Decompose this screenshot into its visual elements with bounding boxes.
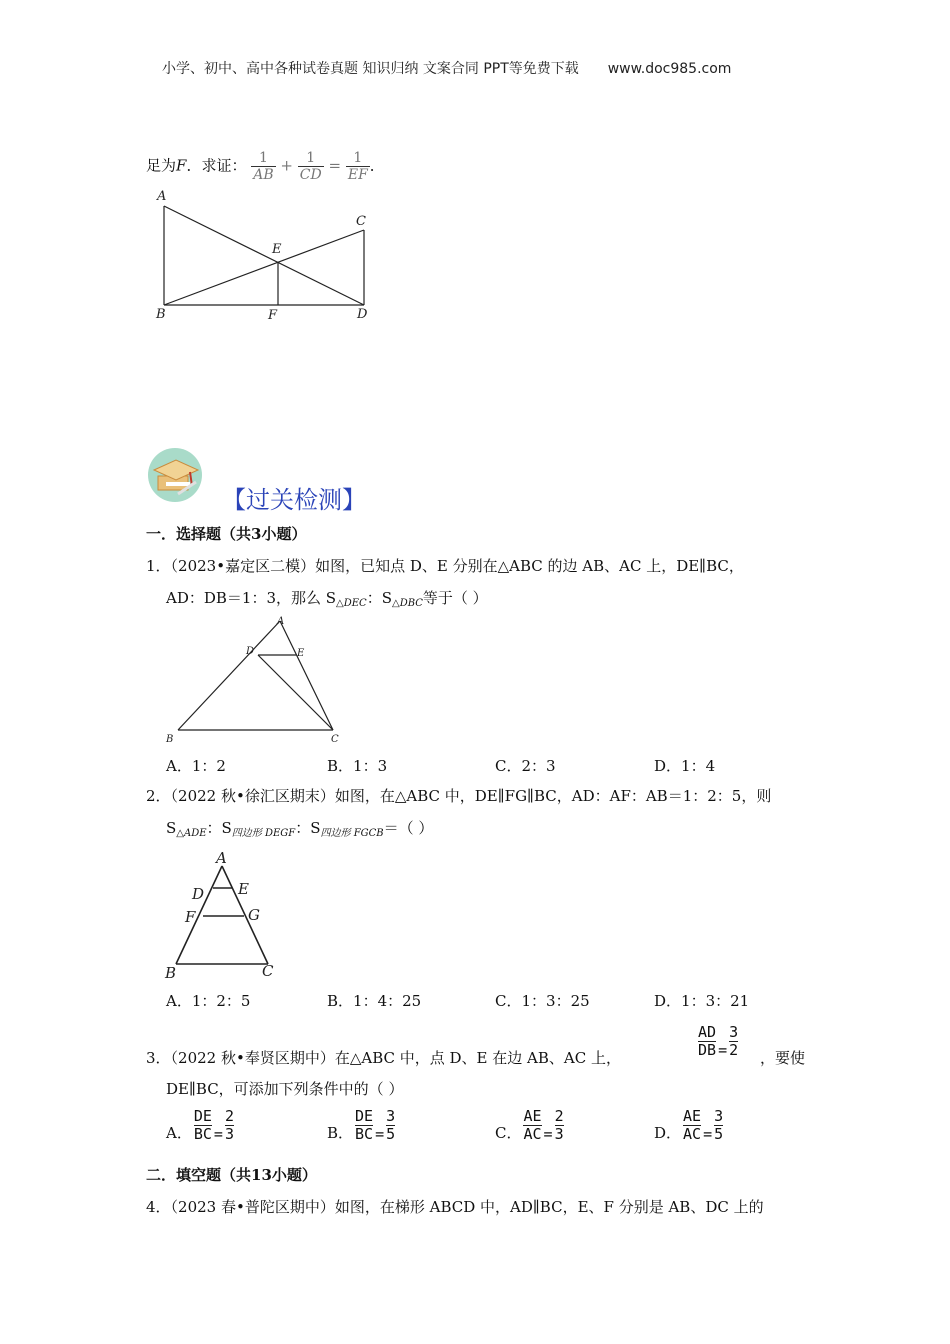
q3-option-c[interactable]: C． $\frac{AE}{AC}$ = $\frac{2}{3}$ (495, 1107, 564, 1143)
q1-label-a: A (277, 616, 285, 627)
graduation-cap-book-icon (146, 446, 204, 504)
q2-line2: $S_{\triangle ADE}$：$S_{四边形 DEGF}$：$S_{四边形 FGCB}=$（ ） (166, 819, 434, 839)
section-title: 【过关检测】 (222, 486, 366, 514)
fig1-label-a: A (157, 189, 167, 204)
q2-option-d[interactable]: D．1：3：21 (654, 992, 750, 1010)
q2-label-g: G (248, 906, 260, 924)
q1-label-b: B (166, 734, 174, 745)
q3-option-a[interactable]: A． $\frac{DE}{BC}$ = $\frac{2}{3}$ (166, 1107, 234, 1143)
q3-condition-fraction: $\frac{AD}{DB}$ = $\frac{3}{2}$ (698, 1023, 739, 1059)
q1-label-c: C (331, 734, 339, 745)
q2-option-a[interactable]: A．1：2：5 (166, 992, 251, 1010)
plus-sign: + (280, 156, 293, 175)
header-text: 小学、初中、高中各种试卷真题 知识归纳 文案合同 PPT等免费下载 (162, 61, 579, 77)
q2-label-a: A (216, 849, 227, 867)
q2-label-e: E (238, 880, 249, 898)
header-url: www.doc985.com (607, 61, 732, 77)
q3-line1-end: ，要使 (760, 1049, 806, 1067)
q1-option-a[interactable]: A．1：2 (166, 757, 226, 775)
q2-option-b[interactable]: B．1：4：25 (327, 992, 422, 1010)
text-end: ． (369, 156, 385, 175)
q2-label-d: D (192, 885, 205, 903)
q1-option-d[interactable]: D．1：4 (654, 757, 716, 775)
q3-line2: DE∥BC，可添加下列条件中的（ ） (166, 1080, 404, 1098)
q1-label-e: E (297, 648, 305, 659)
q1-option-b[interactable]: B．1：3 (327, 757, 388, 775)
q4-line1: 4．（2023 春•普陀区期中）如图，在梯形 ABCD 中，AD∥BC，E、F 分别是 AB、DC 上的 (146, 1198, 764, 1216)
fig1-label-b: B (156, 307, 166, 322)
q2-line1: 2．（2022 秋•徐汇区期末）如图，在△ABC 中，DE∥FG∥BC，AD：AF：AB＝1：2：5，则 (146, 787, 772, 805)
q2-option-c[interactable]: C．1：3：25 (495, 992, 590, 1010)
q2-label-c: C (262, 962, 274, 980)
fraction-1-ab: $\frac{1}{AB}$ (253, 150, 274, 183)
figure-abcdef (150, 185, 380, 325)
text-proof: ．求证： (186, 156, 247, 175)
fig1-label-c: C (356, 214, 366, 229)
figure-q1-triangle (158, 612, 358, 747)
figure-q2-triangle (160, 846, 290, 984)
text-prefix: 足为 (146, 156, 177, 175)
fraction-1-ef: $\frac{1}{EF}$ (347, 150, 368, 183)
page-header (162, 58, 731, 78)
q3-option-d[interactable]: D． $\frac{AE}{AC}$ = $\frac{3}{5}$ (654, 1107, 724, 1143)
fig1-label-f: F (268, 308, 278, 323)
fraction-1-cd: $\frac{1}{CD}$ (299, 150, 322, 183)
q1-line2: AD：DB＝1：3，那么 $S_{\triangle DEC}$：$S_{\triangle DBC}$等于（ ） (166, 589, 488, 609)
q1-option-c[interactable]: C．2：3 (495, 757, 556, 775)
q1-label-d: D (246, 646, 255, 657)
q2-label-f: F (185, 908, 196, 926)
part1-heading: 一．选择题（共3小题） (146, 525, 307, 543)
fig1-label-d: D (357, 307, 368, 322)
q3-option-b[interactable]: B． $\frac{DE}{BC}$ = $\frac{3}{5}$ (327, 1107, 396, 1143)
letter-f: F (176, 156, 187, 175)
q3-line1: 3．（2022 秋•奉贤区期中）在△ABC 中，点 D、E 在边 AB、AC 上， (146, 1049, 621, 1067)
part2-heading: 二．填空题（共13小题） (146, 1166, 317, 1184)
equals-sign: = (328, 156, 342, 175)
q1-line1: 1．（2023•嘉定区二模）如图，已知点 D、E 分别在△ABC 的边 AB、AC 上，DE∥BC， (146, 557, 744, 575)
fig1-label-e: E (272, 242, 282, 257)
proof-statement (146, 150, 385, 183)
q2-label-b: B (165, 964, 177, 982)
